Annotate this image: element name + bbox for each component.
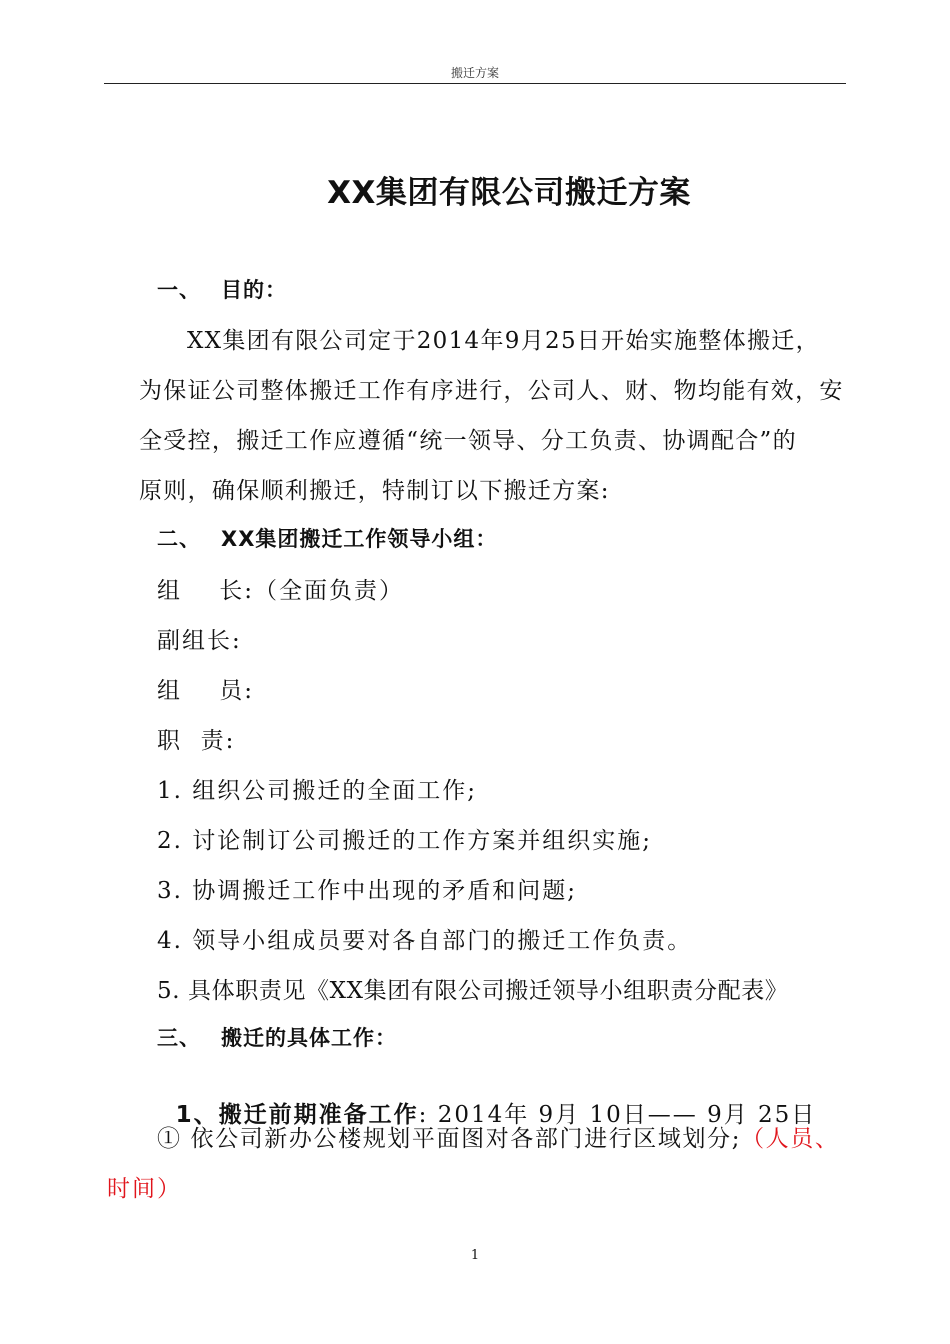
section-1-title: 目的： [221,278,287,302]
members-line: 组 员: [157,678,254,704]
document-title: XX集团有限公司搬迁方案 [327,175,691,211]
section-2-title: XX集团搬迁工作领导小组： [221,527,498,551]
section-2-heading [157,523,497,553]
duty-item-3: 3. 协调搬迁工作中出现的矛盾和问题; [157,878,578,904]
paragraph-line-1: XX集团有限公司定于2014年9月25日开始实施整体搬迁， [187,328,820,354]
subsection-1-dates: : 2014年 9月 10日—— 9月 25日 [418,1102,817,1128]
task-item-1 [157,1120,839,1153]
paragraph-line-2: 为保证公司整体搬迁工作有序进行，公司人、财、物均能有效，安 [139,378,844,404]
section-1-heading [157,274,287,304]
section-1-number: 一、 [157,278,201,302]
duty-item-1: 1. 组织公司搬迁的全面工作; [157,778,478,804]
task-item-1-text: ① 依公司新办公楼规划平面图对各部门进行区域划分; [157,1126,742,1152]
paragraph-line-4: 原则，确保顺利搬迁，特制订以下搬迁方案: [139,478,610,504]
duty-item-4: 4. 领导小组成员要对各自部门的搬迁工作负责。 [157,928,693,954]
duty-item-2: 2. 讨论制订公司搬迁的工作方案并组织实施; [157,828,653,854]
section-3-title: 搬迁的具体工作： [221,1026,397,1050]
paragraph-line-3: 全受控，搬迁工作应遵循“统一领导、分工负责、协调配合”的 [139,428,797,454]
task-item-1-note: （人员、 [741,1126,840,1152]
duties-label: 职 责: [157,728,236,754]
section-2-number: 二、 [157,527,201,551]
section-3-heading [157,1022,397,1052]
page-number: 1 [470,1248,480,1263]
task-item-1-note-cont: 时间） [107,1176,182,1202]
group-leader-line: 组 长:（全面负责） [157,578,404,604]
header-rule [104,83,846,84]
subsection-1-label: 1、搬迁前期准备工作 [175,1102,419,1128]
duty-item-5: 5. 具体职责见《XX集团有限公司搬迁领导小组职责分配表》 [157,978,789,1004]
section-3-number: 三、 [157,1026,201,1050]
deputy-leader-line: 副组长: [157,628,242,654]
page-header: 搬迁方案 [450,66,499,80]
